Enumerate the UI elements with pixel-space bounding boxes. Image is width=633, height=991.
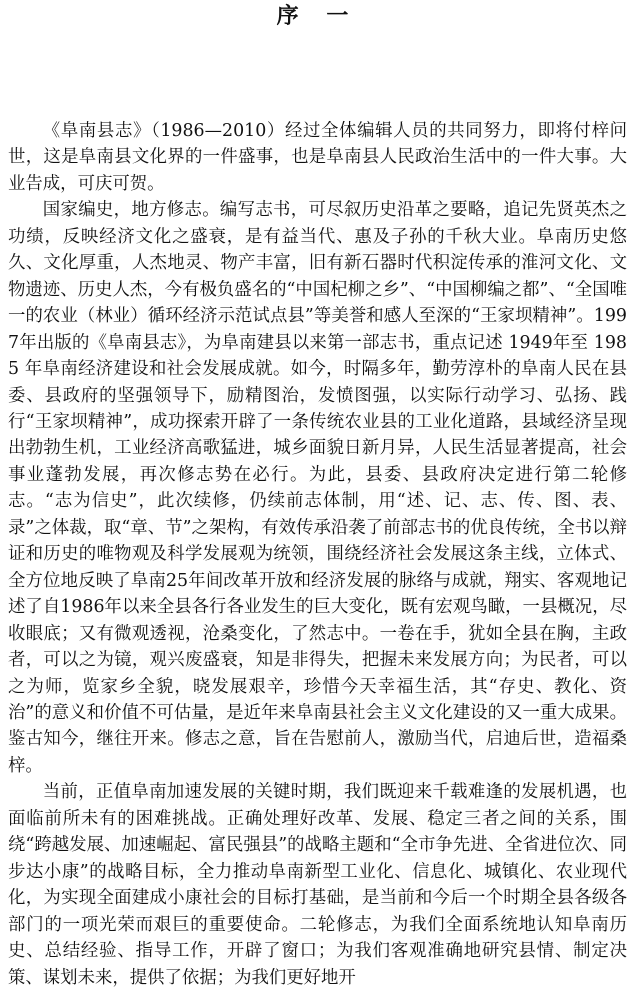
- paragraph-3: 当前，正值阜南加速发展的关键时期，我们既迎来千载难逢的发展机遇，也面临前所未有的困难挑战。正确处理好改革、发展、稳定三者之间的关系，围绕“跨越发展、加速崛起、富民强县”的战略主题和“全市争先进、全省进位次、同步达小康”的战略目标，全力推动阜南新型工业化、信息化、城镇化、农业现代化，为实现全面建成小康社会的目标打基础，是当前和今后一个时期全县各级各部门的一项光荣而艰巨的重要使命。二轮修志，为我们全面系统地认知阜南历史、总结经验、指导工作，开辟了窗口；为我们客观准确地研究县情、制定决策、谋划未来，提供了依据；为我们更好地开: [8, 782, 627, 988]
- paragraph-1: 《阜南县志》（1986—2010）经过全体编辑人员的共同努力，即将付梓问世，这是阜南县文化界的一件盛事，也是阜南县人民政治生活中的一件大事。大业告成，可庆可贺。: [8, 121, 627, 194]
- preface-body: [8, 118, 627, 991]
- paragraph-2: 国家编史，地方修志。编写志书，可尽叙历史沿革之要略，追记先贤英杰之功绩，反映经济文化之盛衰，是有益当代、惠及子孙的千秋大业。阜南历史悠久、文化厚重，人杰地灵、物产丰富，旧有新石器时代积淀传承的淮河文化、文物遗迹、历史人杰，今有极负盛名的“中国杞柳之乡”、“中国柳编之都”、“全国唯一的农业（林业）循环经济示范试点县”等美誉和感人至深的“王家坝精神”。1997年出版的《阜南县志》，为阜南建县以来第一部志书，重点记述 1949年至 1985 年阜南经济建设和社会发展成就。如今，时隔多年，勤劳淳朴的阜南人民在县委、县政府的坚强领导下，励精图治，发愤图强，以实际行动学习、弘扬、践行“王家坝精神”，成功探索开辟了一条传统农业县的工业化道路，县域经济呈现出勃勃生机，工业经济高歌猛进，城乡面貌日新月异，人民生活显著提高，社会事业蓬勃发展，再次修志势在必行。为此，县委、县政府决定进行第二轮修志。“志为信史”，此次续修，仍续前志体制，用“述、记、志、传、图、表、录”之体裁，取“章、节”之架构，有效传承沿袭了前部志书的优良传统，全书以辩证和历史的唯物观及科学发展观为统领，围绕经济社会发展这条主线，立体式、全方位地反映了阜南25年间改革开放和经济发展的脉络与成就，翔实、客观地记述了自1986年以来全县各行各业发生的巨大变化，既有宏观鸟瞰，一县概况，尽收眼底；又有微观透视，沧桑变化，了然志中。一卷在手，犹如全县在胸，主政者，可以之为镜，观兴废盛衰，知是非得失，把握未来发展方向；为民者，可以之为师，览家乡全貌，晓发展艰辛，珍惜今天幸福生活，其“存史、教化、资治”的意义和价值不可估量，是近年来阜南县社会主义文化建设的又一重大成果。鉴古知今，继往开来。修志之意，旨在告慰前人，激励当代，启迪后世，造福桑梓。: [8, 200, 627, 776]
- preface-title: 序 一: [276, 4, 359, 29]
